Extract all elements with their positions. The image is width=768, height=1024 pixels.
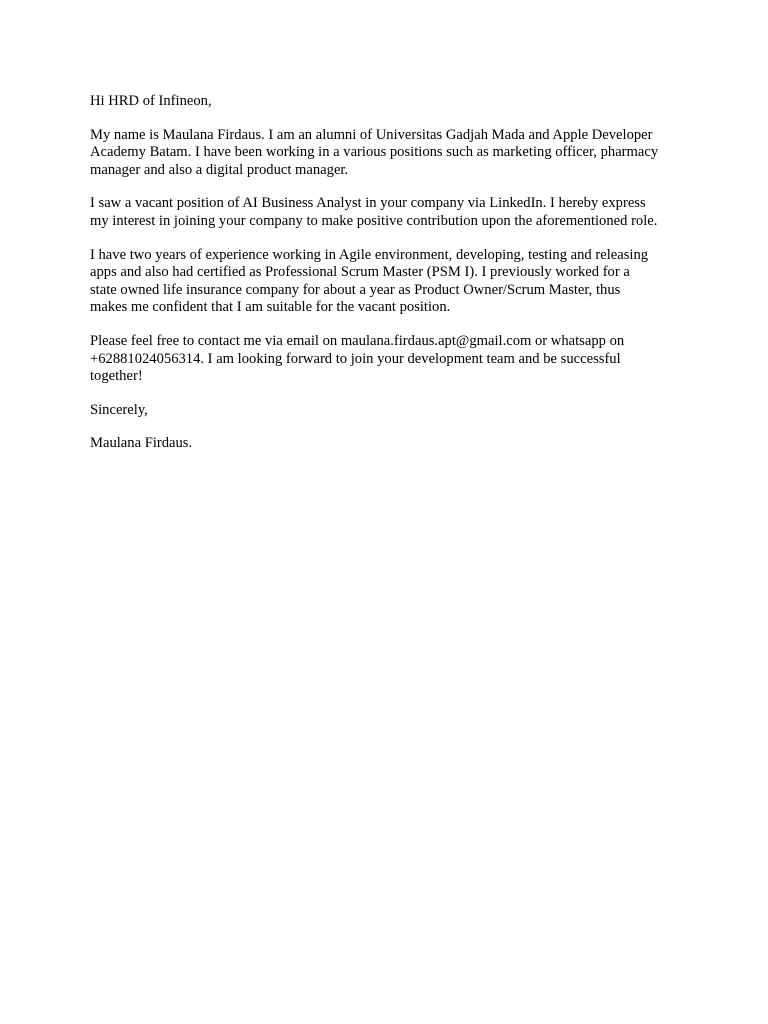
letter-paragraph-position: I saw a vacant position of AI Business Analyst in your company via LinkedIn. I hereby express my interest in joining your company to make positive contribution upon the aforementioned role.: [90, 195, 658, 229]
letter-greeting: Hi HRD of Infineon,: [90, 93, 212, 109]
letter-paragraph-intro: My name is Maulana Firdaus. I am an alumni of Universitas Gadjah Mada and Apple Developer Academy Batam. I have been working in a various positions such as marketing officer, pharmacy manager and also a digital product manager.: [90, 126, 659, 178]
letter-signature: Maulana Firdaus.: [90, 435, 193, 452]
cover-letter: [90, 93, 710, 469]
letter-paragraph-contact: Please feel free to contact me via email on maulana.firdaus.apt@gmail.com or whatsapp on +62881024056314. I am looking forward to join your development team and be successful together!: [90, 332, 625, 385]
letter-closing: Sincerely,: [90, 401, 148, 418]
letter-paragraph-experience: I have two years of experience working in Agile environment, developing, testing and releasing apps and also had certified as Professional Scrum Master (PSM I). I previously worked for a state owned life insurance company for about a year as Product Owner/Scrum Master, thus makes me confident that I am suitable for the vacant position.: [90, 246, 649, 316]
